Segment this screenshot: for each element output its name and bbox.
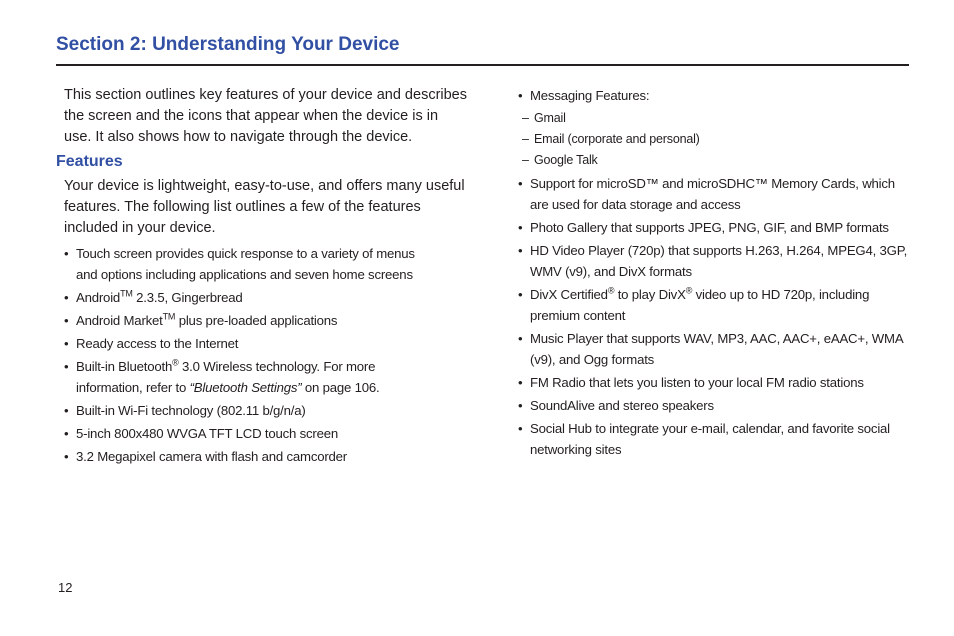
feature-text: plus pre-loaded applications [175,313,338,328]
feature-text: Built-in Bluetooth [76,359,173,374]
features-list-right-continued [510,173,910,460]
feature-internet [56,333,436,354]
registered-superscript: ® [685,285,693,296]
section-title: Section 2: Understanding Your Device [56,34,400,55]
feature-android-version [56,287,436,308]
features-list-left [56,243,476,467]
bluetooth-settings-xref[interactable]: “Bluetooth Settings” [189,380,302,395]
feature-text: to play DivX [614,287,686,302]
section-intro: This section outlines key features of your device and describes the screen and the icons that appear when the device is in use. It also shows how to navigate through the device. [64,87,467,145]
feature-text: DivX Certified [530,287,608,302]
messaging-email: – Email (corporate and personal) [510,129,910,150]
feature-text: FM Radio that lets you listen to your local FM radio stations [530,375,864,390]
features-heading: Features [56,153,123,170]
feature-lcd [56,423,436,444]
messaging-gmail: – Gmail [510,108,910,129]
right-column [510,85,910,462]
feature-android-market [56,310,436,331]
feature-text: 3.2 Megapixel camera with flash and camcorder [76,449,348,464]
feature-text: Social Hub to integrate your e-mail, calendar, and favorite social networking sites [530,421,890,457]
trademark-superscript: TM [162,311,176,322]
feature-text: Touch screen provides quick response to a variety of menus and options including applications and seven home screens [76,246,415,282]
feature-photo-gallery [510,217,915,238]
feature-soundalive [510,395,915,416]
feature-text: Ready access to the Internet [76,336,239,351]
feature-text: Android [76,290,121,305]
registered-superscript: ® [607,285,615,296]
feature-wifi [56,400,436,421]
feature-text: Music Player that supports WAV, MP3, AAC, AAC+, eAAC+, WMA (v9), and Ogg formats [530,331,903,367]
title-divider [56,64,909,66]
features-intro: Your device is lightweight, easy-to-use, and offers many useful features. The following list outlines a few of the features included in your device. [64,178,465,236]
feature-text: on page 106. [301,380,380,395]
feature-text: Messaging Features: [530,88,650,103]
feature-social-hub [510,418,915,460]
messaging-sublist [510,108,910,171]
messaging-google-talk: – Google Talk [510,150,910,171]
feature-text: 3.0 Wireless technology. For more information, refer to [76,359,376,395]
feature-text: Built-in Wi-Fi technology (802.11 b/g/n/a) [76,403,306,418]
feature-microsd [510,173,915,215]
feature-touch-screen [56,243,436,285]
feature-text: video up to HD 720p, including premium content [530,287,870,323]
feature-text: Android Market [76,313,163,328]
page-number: 12 [58,580,73,595]
feature-text: 5-inch 800x480 WVGA TFT LCD touch screen [76,426,338,441]
feature-music-player [510,328,915,370]
features-list-right [510,85,910,106]
feature-divx [510,284,915,326]
feature-messaging [510,85,915,106]
feature-text: Support for microSD™ and microSDHC™ Memory Cards, which are used for data storage and access [530,176,895,212]
registered-superscript: ® [172,357,179,368]
feature-text: Photo Gallery that supports JPEG, PNG, GIF, and BMP formats [530,220,889,235]
left-column [56,85,476,469]
feature-text: SoundAlive and stereo speakers [530,398,714,413]
feature-bluetooth [56,356,436,398]
trademark-superscript: TM [120,288,133,299]
feature-video-player [510,240,915,282]
feature-text: 2.3.5, Gingerbread [132,290,243,305]
feature-camera [56,446,436,467]
feature-text: HD Video Player (720p) that supports H.263, H.264, MPEG4, 3GP, WMV (v9), and DivX formats [530,243,908,279]
feature-fm-radio [510,372,915,393]
